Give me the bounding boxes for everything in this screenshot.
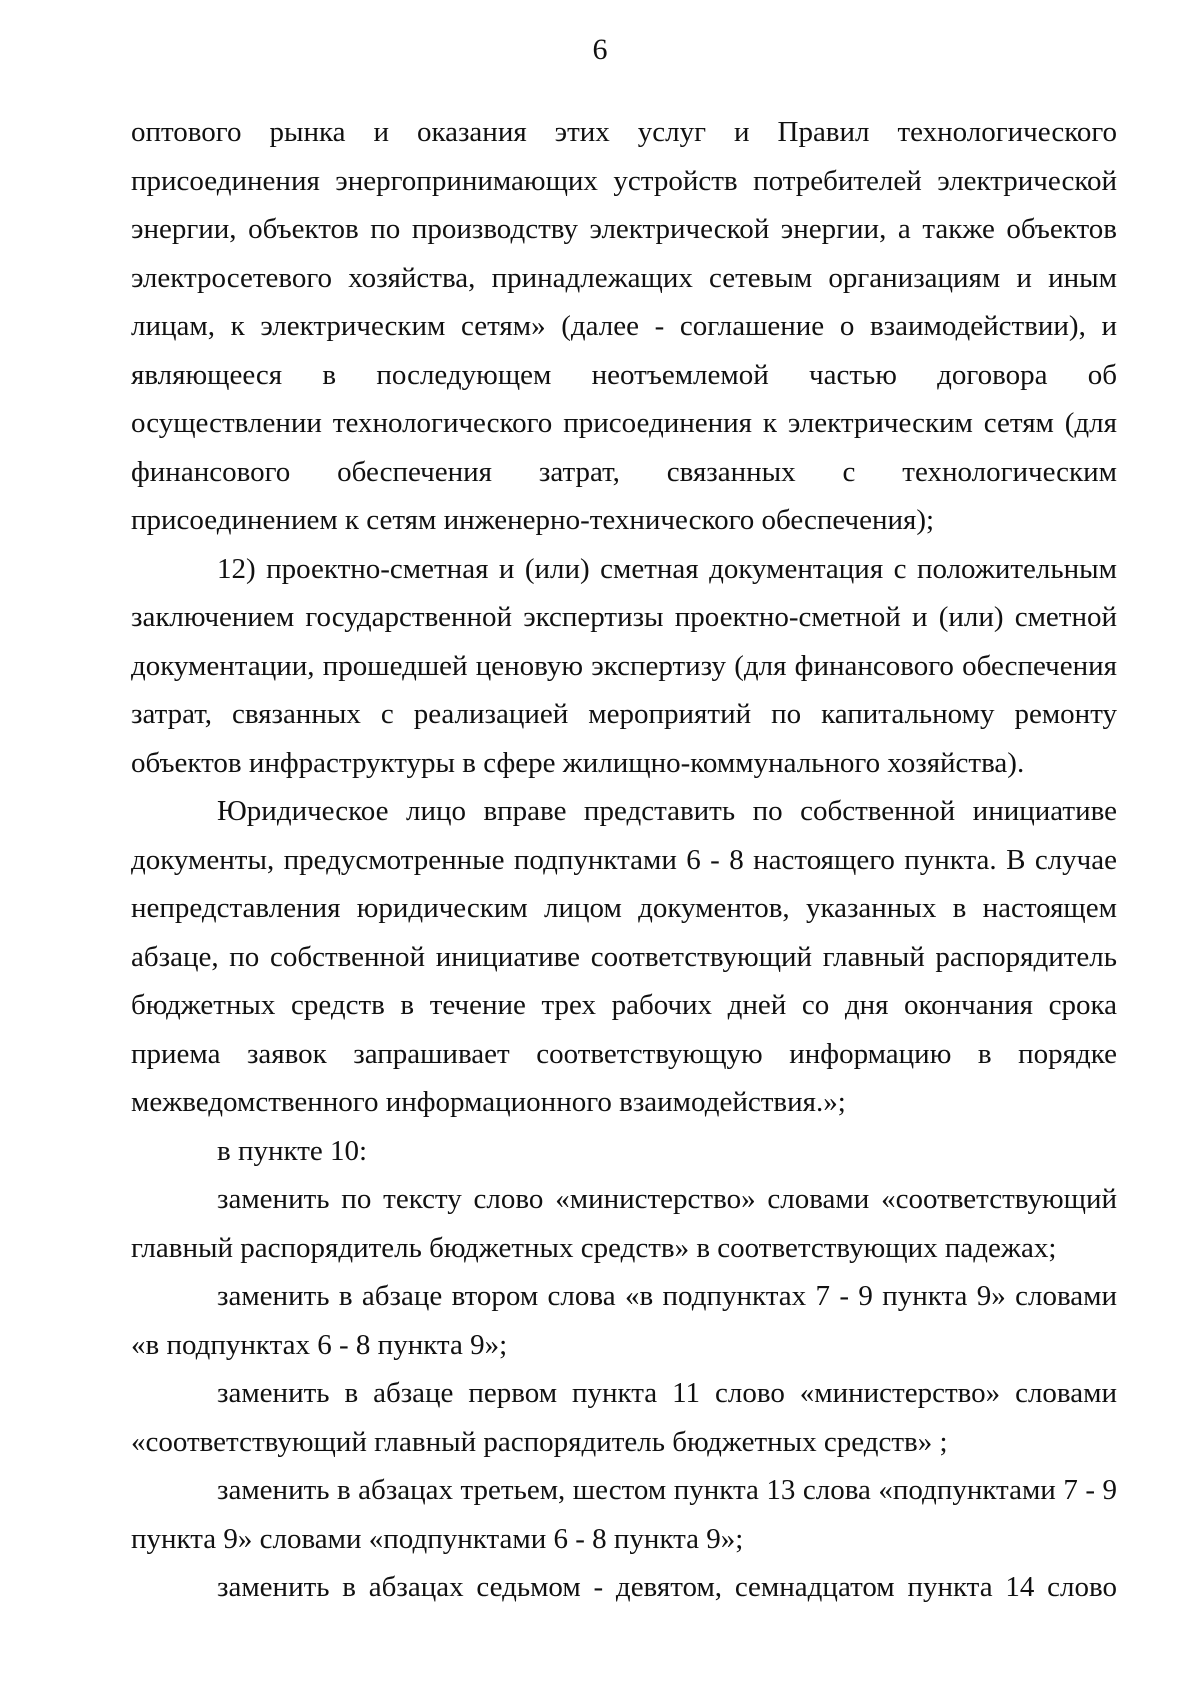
paragraph-replace-clause-13: заменить в абзацах третьем, шестом пункта 13 слова «подпунктами 7 - 9 пункта 9» словами «подпунктами 6 - 8 пункта 9»;: [131, 1474, 1117, 1555]
document-body: [131, 108, 1117, 1612]
page-number: 6: [592, 33, 608, 66]
paragraph-clause-10-heading: в пункте 10:: [217, 1134, 368, 1167]
paragraph-item-12: 12) проектно-сметная и (или) сметная документация с положительным заключением государственной экспертизы проектно-сметной и (или) сметной документации, прошедшей ценовую экспертизу (для финансового обеспечения затрат, связанных с реализацией мероприятий по капитальному ремонту объектов инфраструктуры в сфере жилищно-коммунального хозяйства).: [131, 552, 1117, 779]
paragraph-replace-subitems-second: заменить в абзаце втором слова «в подпунктах 7 - 9 пункта 9» словами «в подпунктах 6 - 8 пункта 9»;: [131, 1280, 1117, 1361]
paragraph-replace-clause-11: заменить в абзаце первом пункта 11 слово «министерство» словами «соответствующий главный распорядитель бюджетных средств» ;: [131, 1377, 1117, 1458]
paragraph-replace-clause-14: заменить в абзацах седьмом - девятом, семнадцатом пункта 14 слово: [217, 1571, 1117, 1603]
paragraph-legal-entity-documents: Юридическое лицо вправе представить по собственной инициативе документы, предусмотренные подпунктами 6 - 8 настоящего пункта. В случае непредставления юридическим лицом документов, указанных в настоящем абзаце, по собственной инициативе соответствующий главный распорядитель бюджетных средств в течение трех рабочих дней со дня окончания срока приема заявок запрашивает соответствующую информацию в порядке межведомственного информационного взаимодействия.»;: [131, 795, 1117, 1118]
paragraph-replace-ministry: заменить по тексту слово «министерство» словами «соответствующий главный распорядитель бюджетных средств» в соответствующих падежах;: [131, 1183, 1117, 1264]
paragraph-continuation: оптового рынка и оказания этих услуг и Правил технологического присоединения энергопринимающих устройств потребителей электрической энергии, объектов по производству электрической энергии, а также объектов электросетевого хозяйства, принадлежащих сетевым организациям и иным лицам, к электрическим сетям» (далее - соглашение о взаимодействии), и являющееся в последующем неотъемлемой частью договора об осуществлении технологического присоединения к электрическим сетям (для финансового обеспечения затрат, связанных с технологическим присоединением к сетям инженерно-технического обеспечения);: [131, 116, 1117, 536]
